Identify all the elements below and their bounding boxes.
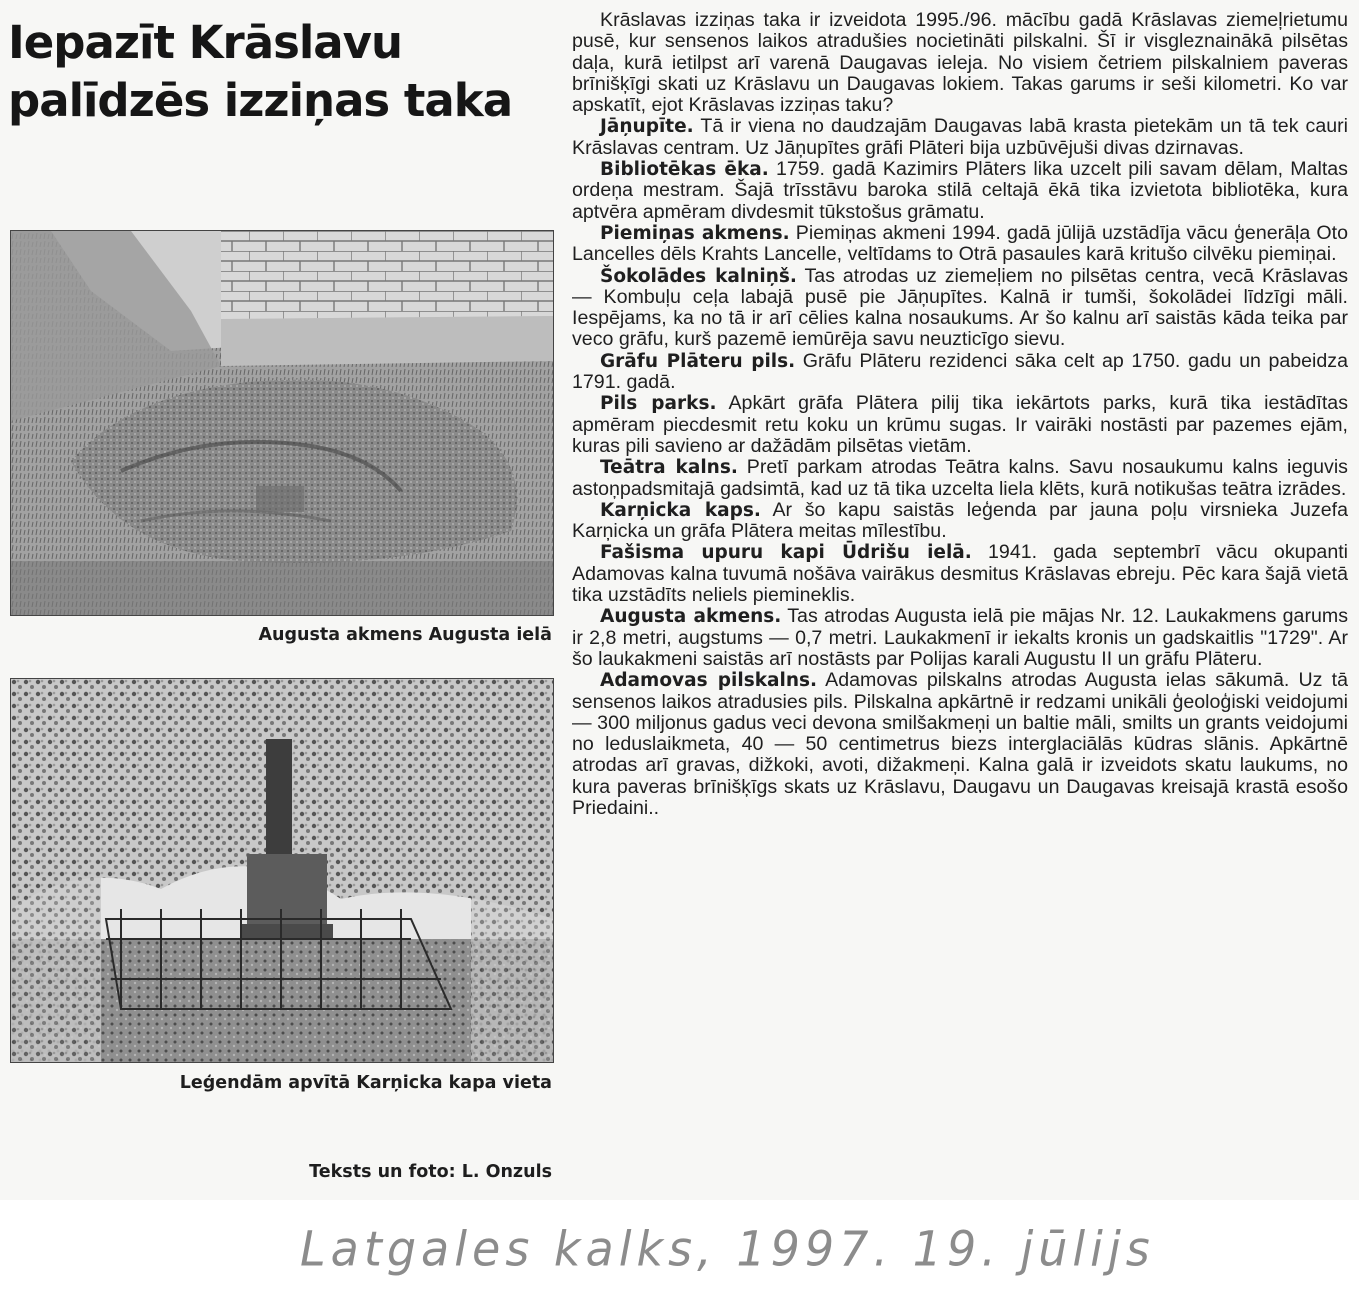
section-title: Teātra kalns. [600, 457, 738, 479]
handwritten-source-note: Latgales kalks, 1997. 19. jūlijs [300, 1220, 1155, 1278]
article-section [572, 457, 1348, 500]
article-section [572, 606, 1348, 670]
article-section [572, 223, 1348, 266]
section-title: Pils parks. [600, 393, 717, 415]
section-title: Grāfu Plāteru pils. [600, 350, 796, 372]
article-section [572, 542, 1348, 606]
section-title: Bibliotēkas ēka. [600, 159, 769, 181]
section-title: Jāņupīte. [600, 116, 694, 138]
article-section [572, 266, 1348, 351]
section-title: Adamovas pilskalns. [600, 670, 818, 692]
grave-photo [10, 678, 554, 1063]
photo-caption: Augusta akmens Augusta ielā [258, 625, 552, 645]
section-text: Apkārt grāfa Plātera pilij tika iekārtots parks, kurā tika iestādītas apmēram piecdesmit retu koku un krūmu sugas. Ir vairāki nostāsti par pazemes ejām, kuras pili savieno ar dažādām pilsētas vietām. [572, 392, 1349, 457]
section-text: Piemiņas akmeni 1994. gadā jūlijā uzstādīja vācu ģenerāļa Oto Lancelles dēls Krahts Lancelle, veltīdams to Otrā pasaules karā kritušo cilvēku piemiņai. [572, 221, 1348, 266]
section-text: 1759. gadā Kazimirs Plāters lika uzcelt pili savam dēlam, Maltas ordeņa mestram. Šajā trīsstāvu baroka stilā celtajā ēkā tika izvietota bibliotēka, kura aptvēra apmēram divdesmit tūkstošus grāmatu. [572, 158, 1348, 223]
section-title: Fašisma upuru kapi Ūdrišu ielā. [600, 542, 972, 564]
section-text: Tas atrodas uz ziemeļiem no pilsētas centra, vecā Krāslavas — Kombuļu ceļa labajā pusē pie Jāņupītes. Kalnā ir tumši, šokolādei līdzīgi māli. Iespējams, ka no tā ir arī cēlies kalna nosaukums. Ar šo kalnu arī saistās kāda teika par veco grāfu, kurš pazemē iemūrēja savu neuzticīgo sievu. [572, 264, 1349, 351]
section-text: Grāfu Plāteru rezidenci sāka celt ap 1750. gadu un pabeidza 1791. gadā. [572, 349, 1348, 394]
section-text: Tas atrodas Augusta ielā pie mājas Nr. 12. Laukakmens garums ir 2,8 metri, augstums — 0,7 metri. Laukakmenī ir iekalts kronis un gadskaitlis "1729". Ar šo laukakmeni saistās arī nostāsts par Polijas karali Augustu II un grāfu Plāteru. [572, 605, 1348, 670]
article-section [572, 116, 1348, 159]
article-section [572, 393, 1348, 457]
section-title: Piemiņas akmens. [600, 222, 790, 244]
section-title: Šokolādes kalniņš. [600, 265, 797, 287]
section-text: Tā ir viena no daudzajām Daugavas labā krasta pietekām un tā tek cauri Krāslavas centram. Uz Jāņupītes grāfi Plāteri bija uzbūvējuši divas dzirnavas. [572, 115, 1348, 159]
credit-line: Teksts un foto: L. Onzuls [309, 1162, 552, 1182]
article-intro: Krāslavas izziņas taka ir izveidota 1995./96. mācību gadā Krāslavas ziemeļrietumu pusē, kur sensenos laikos atradušies nocietināti pilskalni. Šī ir visgleznainākā pilsētas daļa, kurā ietilpst arī varenā Daugavas ieleja. No visiem četriem pilskalniem paveras brīnišķīgi skati uz Krāslavu un Daugavas lokiem. Takas garums ir seši kilometri. Ko var apskatīt, ejot Krāslavas izziņas taku? [572, 9, 1348, 117]
article-section [572, 500, 1348, 543]
photo-caption: Leģendām apvītā Karņicka kapa vieta [179, 1073, 552, 1093]
stone-photo [10, 230, 554, 616]
section-title: Augusta akmens. [600, 606, 782, 628]
section-text: Adamovas pilskalns atrodas Augusta ielas sākumā. Uz tā sensenos laikos atradusies pils. Pilskalna apkārtnē ir redzami unikāli ģeoloģiski veidojumi — 300 miljonus gadus veci devona smilšakmeņi un baltie māli, smilts un grants veidojumi no leduslaikmeta, 40 — 50 centimetrus biezs interglaciālās kūdras slānis. Apkārtnē atrodas arī gravas, dižkoki, avoti, dižakmeņi. Kalna galā ir izveidots skatu laukums, no kura paveras brīnišķīgs skats uz Krāslavu, Daugavu un Daugavas kreisajā krastā esošo Priedaini.. [572, 669, 1348, 819]
headline: Iepazīt Krāslavu palīdzēs izziņas taka [8, 16, 513, 127]
article-section [572, 159, 1348, 223]
section-text: 1941. gada septembrī vācu okupanti Adamovas kalna tuvumā nošāva vairākus desmitus Krāslavas ebreju. Pēc kara šajā vietā tika uzstādīts neliels piemineklis. [572, 541, 1349, 607]
article-body [572, 10, 1348, 819]
article-section [572, 670, 1348, 819]
section-text: Pretī parkam atrodas Teātra kalns. Savu nosaukumu kalns ieguvis astoņpadsmitajā gadsimtā, kad uz tā tika uzcelta liela klēts, kurā notikušas teātra izrādes. [572, 456, 1348, 500]
article-section [572, 351, 1348, 394]
section-title: Karņicka kaps. [600, 499, 761, 521]
section-text: Ar šo kapu saistās leģenda par jauna poļu virsnieka Juzefa Karņicka un grāfa Plātera meitas mīlestību. [572, 498, 1348, 543]
